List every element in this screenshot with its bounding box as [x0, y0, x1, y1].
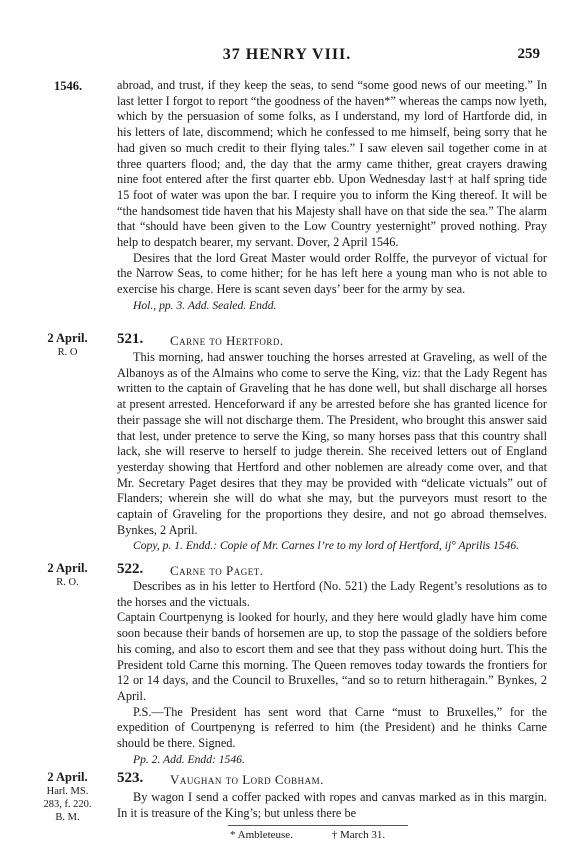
entry-paragraph: Describes as in his letter to Hertford (No. 521) the Lady Regent’s resolutions as to the horses and the victuals.: [117, 579, 547, 609]
entry-body: [117, 790, 547, 821]
entry-title: Carne to Hertford.: [170, 333, 284, 348]
footnote-rule: [228, 825, 408, 826]
continued-paragraph-2: Desires that the lord Great Master would order Rolffe, the purveyor of victual for the Narrow Seas, to come hither; for he has left here a young man who is not able to exercise his charge. Here is scant seven days’ beer for the army by sea.: [117, 250, 547, 297]
continued-meta: Hol., pp. 3. Add. Sealed. Endd.: [133, 298, 277, 312]
entry-number: 523.: [117, 770, 144, 786]
entry-number: 522.: [117, 561, 144, 577]
entry-body: [117, 350, 547, 554]
continued-paragraph: abroad, and trust, if they keep the seas, to send “some good news of our meeting.” In last letter I forgot to report “the goodness of the haven*” whereas the camps now lyeth, which by the persuasion of some folks, as I understand, my lord of Hartforde did, in his letters of late, discommend; which he confessed to me himself, being sorry that he had given so much credit to their flying tales.” I saw eleven sail together come in at three quarters flood; and, the day that the army came thither, great crayers drawing nine foot entered after the first quarter ebb. Upon Wednesday last† at half spring tide 15 foot of water was upon the bar. I require you to inform the King thereof. It will be “the handsomest tide haven that his Majesty shall have on that side the sea.” The alarm that “should have been given to the Low Country yesternight” proved nothing. Pray help to despatch bearer, my servant. Dover, 2 April 1546.: [117, 78, 547, 250]
entry-meta: Copy, p. 1. Endd.: Copie of Mr. Carnes l’re to my lord of Hertford, ij° Aprilis 1546.: [133, 539, 520, 553]
continued-letter: [117, 78, 547, 314]
entry-date: 2 April.: [47, 561, 88, 575]
entry-title: Carne to Paget.: [170, 563, 264, 578]
page-number: 259: [517, 46, 540, 62]
entry-ref: R. O.: [56, 577, 79, 588]
running-header-title: 37 HENRY VIII.: [222, 46, 352, 63]
margin-year: 1546.: [54, 79, 83, 93]
footnote: * Ambleteuse.: [230, 829, 293, 841]
entry-paragraph-2: Captain Courtpenyng is looked for hourly, and they here would gladly have him come soon because their bands of horsemen are up, to stop the passage of the soldiers before his coming, and also to escort them and see that they pass without doing hurt. This the President told Carne this morning. The Queen removes today towards the frontiers for 12 or 14 days, and the Council to Bruxelles, “and so to return hitheragain.” Bynkes, 2 April.: [117, 610, 547, 703]
entry-title: Vaughan to Lord Cobham.: [170, 772, 324, 787]
entry-ref: Harl. MS. 283, f. 220. B. M.: [43, 786, 92, 823]
entry-paragraph: By wagon I send a coffer packed with ropes and canvas marked as in this margin. In it is treasure of the King’s; but unless there be: [117, 790, 547, 820]
entry-meta: Pp. 2. Add. Endd: 1546.: [133, 752, 245, 766]
entry-date: 2 April.: [47, 770, 88, 784]
entry-date: 2 April.: [47, 331, 88, 345]
entry-number: 521.: [117, 331, 144, 347]
entry-body: [117, 579, 547, 767]
entry-paragraph-3: P.S.—The President has sent word that Carne “must to Bruxelles,” for the expedition of Courtpenyng is referred to him (the President) and he thinks Carne should be there. Signed.: [117, 704, 547, 751]
footnote: † March 31.: [331, 829, 386, 841]
entry-paragraph: This morning, had answer touching the horses arrested at Graveling, as well of the Albanoys as of the Almains who come to serve the King, viz: that the Lady Regent has written to the captain of Graveling that he has done well, but shall discharge all horses at present arrested. Henceforward if any be arrested before she has granted licence for their passage she will not discharge them. The President, who brought this answer said that lest, under pretence to serve the King, so many horses pass that this country shall lack, she will reserve to herself to judge therein. She received letters out of England yesterday showing that Hertford and other noblemen are already come over, and that Mr. Secretary Paget desires that they may be provided with “delicate victuals” out of Flanders; wherein she will do what she may, but the purveyors must resort to the captain of Graveling for the proportions they desire, and not go abroad themselves. Bynkes, 2 April.: [117, 350, 547, 537]
footnotes: [230, 829, 530, 841]
entry-ref: R. O: [57, 347, 78, 358]
